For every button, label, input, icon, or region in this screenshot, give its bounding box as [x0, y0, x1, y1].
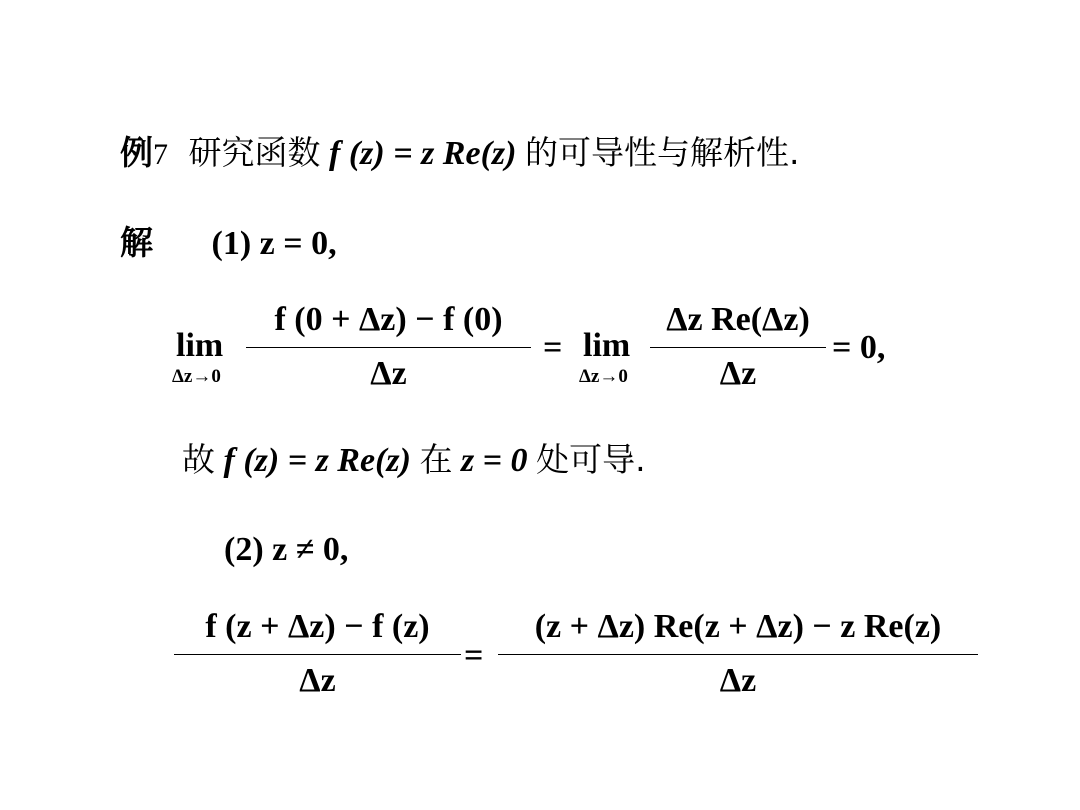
fraction-2 — [650, 300, 826, 400]
fraction-2-denominator: Δz — [719, 355, 757, 392]
fraction-1-denominator: Δz — [370, 355, 407, 392]
lim-1-subscript: Δz→0 — [172, 366, 221, 387]
fraction-1 — [246, 300, 531, 400]
fraction-2-numerator: Δz Re(Δz) — [666, 301, 810, 338]
case1-label: (1) z = 0, — [211, 225, 337, 262]
fraction-1-numerator: f (0 + Δz) − f (0) — [274, 301, 503, 338]
lim-2: lim — [583, 327, 631, 364]
fraction-3 — [174, 607, 461, 707]
conclusion-condition: z = 0 — [460, 442, 528, 479]
conclusion-pre: 故 — [182, 440, 215, 479]
example-intro: 研究函数 — [188, 133, 321, 172]
solution-label: 解 — [120, 223, 153, 262]
fraction-3-bar — [174, 654, 461, 655]
solution-line — [120, 223, 337, 264]
equals-1: = — [543, 329, 563, 366]
conclusion-mid: 在 — [419, 440, 453, 479]
fraction-4-numerator: (z + Δz) Re(z + Δz) − z Re(z) — [534, 608, 942, 645]
fraction-4-denominator: Δz — [719, 662, 757, 699]
case2-label: (2) z ≠ 0, — [224, 531, 349, 568]
example-label: 例 — [120, 133, 153, 172]
example-outro: 的可导性与解析性. — [524, 133, 800, 172]
equals-2: = — [464, 637, 484, 674]
example-number: 7 — [153, 138, 168, 171]
conclusion-formula: f (z) = z Re(z) — [223, 442, 411, 479]
example-formula: f (z) = z Re(z) — [329, 135, 517, 172]
conclusion-post: 处可导. — [536, 440, 646, 479]
example-heading — [120, 133, 799, 175]
fraction-4-bar — [498, 654, 978, 655]
lim-1: lim — [176, 327, 224, 364]
lim-2-subscript: Δz→0 — [579, 366, 628, 387]
fraction-3-numerator: f (z + Δz) − f (z) — [205, 608, 430, 645]
conclusion-line — [182, 440, 646, 481]
fraction-2-bar — [650, 347, 826, 348]
limit-result: = 0, — [832, 329, 886, 366]
fraction-4 — [498, 607, 978, 707]
fraction-3-denominator: Δz — [299, 662, 336, 699]
fraction-1-bar — [246, 347, 531, 348]
